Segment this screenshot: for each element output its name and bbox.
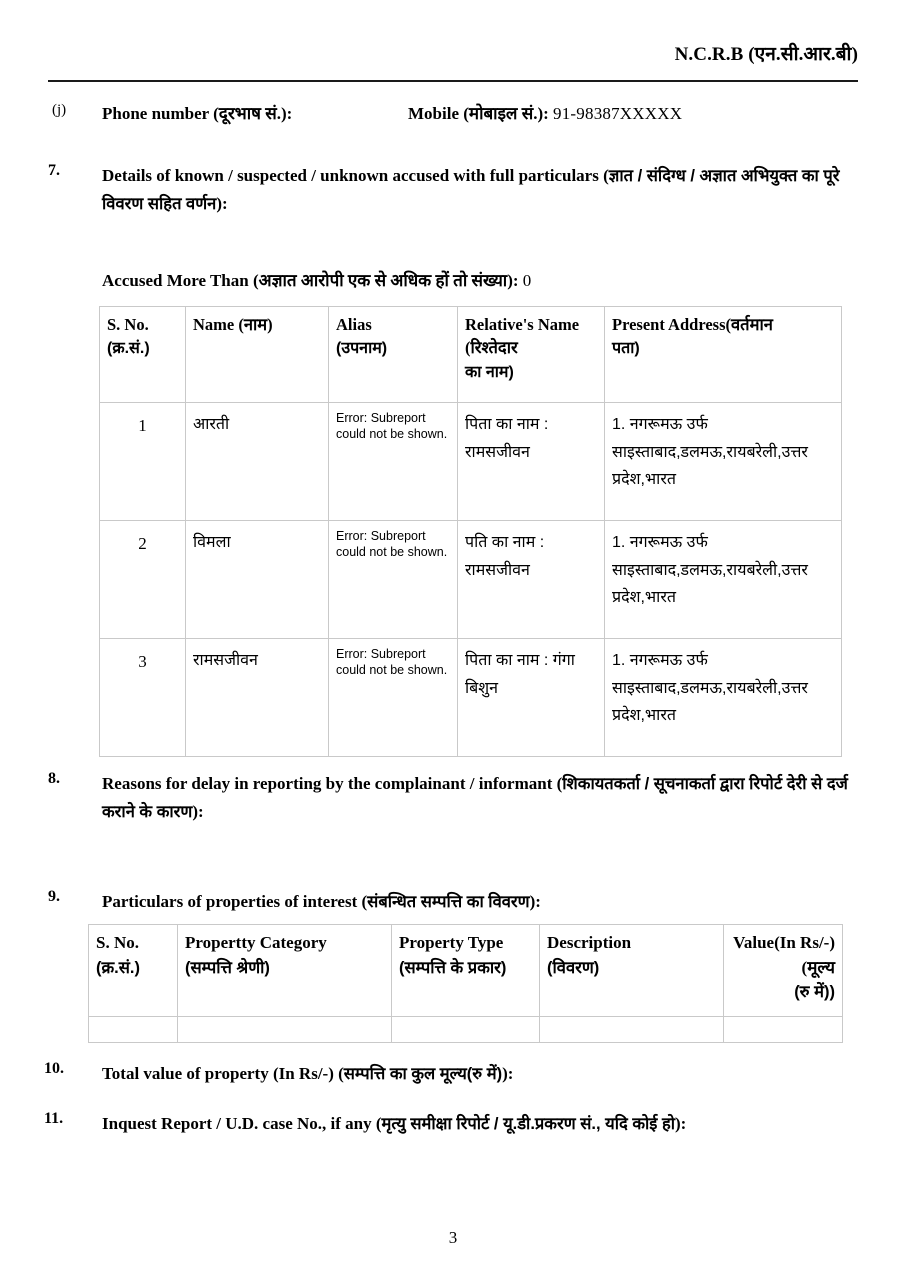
table-row bbox=[89, 1017, 843, 1043]
property-type bbox=[392, 1017, 540, 1043]
accused-present-address: 1. नगरूमऊ उर्फ साइस्ताबाद,डलमऊ,रायबरेली,उत्तर प्रदेश,भारत bbox=[605, 403, 842, 521]
page-number: 3 bbox=[448, 1228, 458, 1247]
accused-col-present-address-en: Present Address(वर्तमान bbox=[612, 315, 773, 334]
phone-row-body bbox=[102, 100, 866, 128]
accused-col-name bbox=[186, 307, 329, 403]
accused-name: रामसजीवन bbox=[186, 639, 329, 757]
section-8-label-hi: शिकायतकर्ता / सूचनाकर्ता द्वारा रिपोर्ट देरी से दर्ज कराने के कारण bbox=[102, 775, 848, 821]
accused-details-table bbox=[99, 306, 842, 757]
accused-alias: Error: Subreport could not be shown. bbox=[329, 403, 458, 521]
section-8 bbox=[48, 770, 866, 825]
section-11-number: 11. bbox=[44, 1110, 64, 1127]
property-col-description-hi: (विवरण) bbox=[547, 958, 600, 977]
property-col-sno bbox=[89, 925, 178, 1017]
accused-col-sno-en: S. No. bbox=[107, 315, 149, 334]
section-9-label bbox=[102, 888, 866, 916]
phone-row-marker: (j) bbox=[52, 102, 67, 118]
accused-sno: 2 bbox=[100, 521, 186, 639]
property-description bbox=[540, 1017, 724, 1043]
organization-name: N.C.R.B (एन.सी.आर.बी) bbox=[674, 44, 858, 65]
phone-number-row bbox=[48, 100, 866, 128]
accused-col-alias bbox=[329, 307, 458, 403]
header-divider bbox=[48, 80, 858, 82]
property-col-value-en: Value(In Rs/-) (मूल्य bbox=[733, 933, 835, 977]
accused-present-address: 1. नगरूमऊ उर्फ साइस्ताबाद,डलमऊ,रायबरेली,उत्तर प्रदेश,भारत bbox=[605, 521, 842, 639]
property-col-value-hi: (रु में)) bbox=[794, 983, 835, 1002]
property-details-table bbox=[88, 924, 843, 1043]
section-11 bbox=[44, 1110, 866, 1138]
property-value bbox=[724, 1017, 843, 1043]
section-11-label bbox=[102, 1110, 866, 1138]
accused-alias: Error: Subreport could not be shown. bbox=[329, 521, 458, 639]
property-col-category-hi: (सम्पत्ति श्रेणी) bbox=[185, 958, 270, 977]
property-col-type bbox=[392, 925, 540, 1017]
property-col-type-hi: (सम्पत्ति के प्रकार) bbox=[399, 958, 507, 977]
document-header bbox=[48, 40, 858, 66]
section-11-label-hi: मृत्यु समीक्षा रिपोर्ट / यू.डी.प्रकरण सं., यदि कोई हो bbox=[381, 1115, 675, 1133]
accused-name: विमला bbox=[186, 521, 329, 639]
table-row bbox=[100, 403, 842, 521]
accused-alias: Error: Subreport could not be shown. bbox=[329, 639, 458, 757]
section-10-number: 10. bbox=[44, 1060, 64, 1077]
property-col-category bbox=[178, 925, 392, 1017]
section-10-label bbox=[102, 1060, 866, 1088]
accused-sno: 3 bbox=[100, 639, 186, 757]
property-category bbox=[178, 1017, 392, 1043]
accused-more-than-label: Accused More Than (अज्ञात आरोपी एक से अधिक हों तो संख्या): bbox=[102, 271, 519, 290]
accused-table-header-row bbox=[100, 307, 842, 403]
section-7-number: 7. bbox=[48, 162, 60, 179]
section-10-label-en: Total value of property (In Rs/-) ( bbox=[102, 1064, 344, 1083]
section-9-number: 9. bbox=[48, 888, 60, 905]
section-8-label-en: Reasons for delay in reporting by the complainant / informant ( bbox=[102, 774, 563, 793]
section-9-label-hi: संबन्धित सम्पत्ति का विवरण bbox=[367, 893, 530, 911]
section-7-label-tail: ): bbox=[216, 193, 228, 213]
property-col-sno-en: S. No. bbox=[96, 933, 139, 952]
accused-more-than-value: 0 bbox=[522, 271, 532, 290]
section-11-label-en: Inquest Report / U.D. case No., if any ( bbox=[102, 1114, 382, 1133]
section-10-label-tail: ): bbox=[502, 1064, 514, 1083]
section-7 bbox=[48, 162, 866, 217]
section-10-label-hi: सम्पत्ति का कुल मूल्य(रु में) bbox=[343, 1065, 503, 1083]
accused-relative-name: पति का नाम : रामसजीवन bbox=[458, 521, 605, 639]
phone-number-label: Phone number (दूरभाष सं.): bbox=[102, 104, 293, 123]
accused-relative-name: पिता का नाम : गंगा बिशुन bbox=[458, 639, 605, 757]
accused-name: आरती bbox=[186, 403, 329, 521]
property-col-description-en: Description bbox=[547, 933, 632, 952]
accused-sno: 1 bbox=[100, 403, 186, 521]
section-11-label-tail: ): bbox=[675, 1114, 687, 1133]
table-row bbox=[100, 521, 842, 639]
property-table-header-row bbox=[89, 925, 843, 1017]
property-col-category-en: Propertty Category bbox=[185, 933, 327, 952]
accused-col-alias-en: Alias bbox=[336, 315, 372, 334]
property-col-value bbox=[724, 925, 843, 1017]
accused-col-relative-name bbox=[458, 307, 605, 403]
section-9-label-tail: ): bbox=[529, 892, 541, 911]
mobile-value: 91-98387XXXXX bbox=[553, 104, 683, 123]
section-9 bbox=[48, 888, 866, 916]
accused-col-present-address-hi: पता) bbox=[612, 340, 640, 358]
property-col-type-en: Property Type bbox=[399, 933, 504, 952]
accused-col-present-address bbox=[605, 307, 842, 403]
property-col-description bbox=[540, 925, 724, 1017]
accused-present-address: 1. नगरूमऊ उर्फ साइस्ताबाद,डलमऊ,रायबरेली,उत्तर प्रदेश,भारत bbox=[605, 639, 842, 757]
accused-relative-name: पिता का नाम : रामसजीवन bbox=[458, 403, 605, 521]
accused-more-than-row bbox=[102, 268, 532, 291]
section-8-label-tail: ): bbox=[192, 801, 204, 821]
accused-col-alias-hi: (उपनाम) bbox=[336, 340, 388, 358]
table-row bbox=[100, 639, 842, 757]
mobile-label: Mobile (मोबाइल सं.): bbox=[408, 104, 549, 123]
section-8-label bbox=[102, 770, 866, 825]
property-col-sno-hi: (क्र.सं.) bbox=[96, 958, 140, 977]
section-7-label-hi: ज्ञात / संदिग्ध / अज्ञात अभियुक्त का पूरे विवरण सहित वर्णन bbox=[102, 167, 840, 213]
section-9-label-en: Particulars of properties of interest ( bbox=[102, 892, 368, 911]
section-7-label-en: Details of known / suspected / unknown accused with full particulars ( bbox=[102, 166, 609, 185]
accused-col-name-en: Name (नाम) bbox=[193, 315, 273, 334]
property-sno bbox=[89, 1017, 178, 1043]
accused-col-relative-name-hi: का नाम) bbox=[465, 363, 514, 381]
section-7-label bbox=[102, 162, 866, 217]
accused-col-relative-name-en: Relative's Name (रिश्तेदार bbox=[465, 315, 580, 358]
accused-col-sno-hi: (क्र.सं.) bbox=[107, 340, 150, 358]
section-8-number: 8. bbox=[48, 770, 60, 787]
section-10 bbox=[44, 1060, 866, 1088]
accused-col-sno bbox=[100, 307, 186, 403]
